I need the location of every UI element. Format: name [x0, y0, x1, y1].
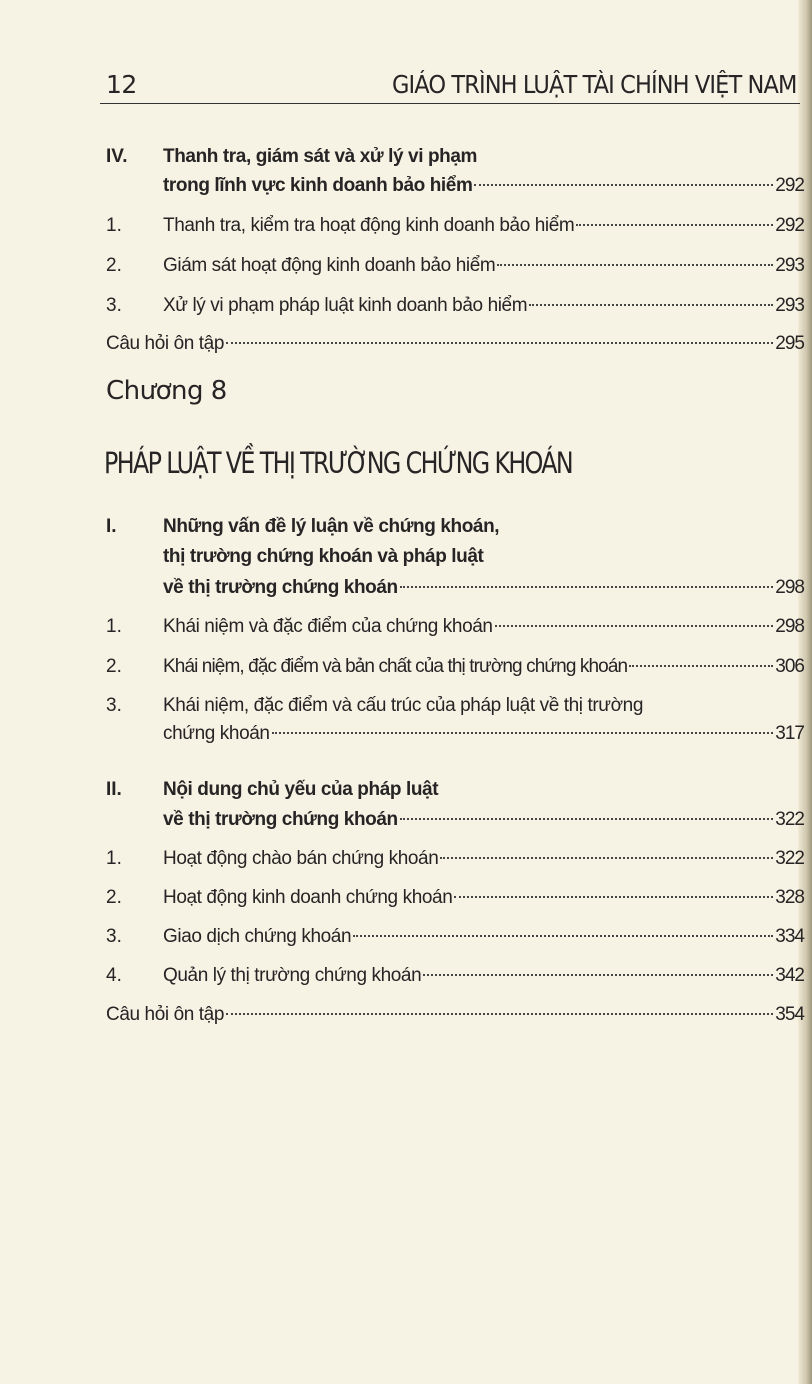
toc-number: 1.: [106, 616, 122, 637]
dot-leader: [400, 818, 774, 820]
toc-number: 4.: [106, 965, 122, 986]
toc-text: Giao dịch chứng khoán: [163, 926, 352, 947]
toc-page: 295: [775, 333, 804, 354]
toc-text: thị trường chứng khoán và pháp luật: [163, 546, 484, 567]
toc-page: 334: [775, 926, 804, 947]
dot-leader: [454, 896, 773, 898]
toc-item: [106, 883, 804, 913]
running-header-title: GIÁO TRÌNH LUẬT TÀI CHÍNH VIỆT NAM: [391, 70, 796, 99]
toc-text: Thanh tra, giám sát và xử lý vi phạm: [163, 146, 478, 167]
toc-page: 298: [775, 616, 804, 637]
toc-number: 2.: [106, 887, 122, 908]
toc-number: 1.: [106, 848, 122, 869]
dot-leader: [629, 665, 773, 667]
toc-item: [106, 291, 804, 321]
toc-page: 298: [775, 577, 804, 598]
toc-number: 2.: [106, 255, 122, 276]
toc-text: về thị trường chứng khoán: [163, 577, 398, 598]
toc-text: Hoạt động kinh doanh chứng khoán: [163, 887, 453, 908]
dot-leader: [440, 857, 773, 859]
toc-number: 2.: [106, 656, 122, 677]
toc-text: Câu hỏi ôn tập: [106, 333, 224, 354]
toc-section-iv: [106, 142, 804, 172]
toc-page: 354: [775, 1004, 804, 1025]
toc-item: [106, 961, 804, 991]
toc-text: Khái niệm và đặc điểm của chứng khoán: [163, 616, 493, 637]
toc-number: 3.: [106, 295, 122, 316]
toc-page: 292: [775, 215, 804, 236]
toc-text: Giám sát hoạt động kinh doanh bảo hiểm: [163, 255, 496, 276]
toc-item: [106, 652, 804, 682]
toc-number: IV.: [106, 146, 128, 167]
toc-review: [106, 1000, 804, 1030]
toc-page: 306: [775, 656, 804, 677]
chapter-label: Chương 8: [106, 376, 227, 406]
toc-section-iv-cont: [106, 171, 804, 201]
dot-leader: [423, 974, 773, 976]
page-number: 12: [106, 70, 137, 99]
toc-item: [106, 844, 804, 874]
toc-item: [106, 922, 804, 952]
toc-text: Khái niệm, đặc điểm và bản chất của thị trường chứng khoán: [163, 656, 628, 677]
toc-page: 292: [775, 175, 804, 196]
toc-page: 293: [775, 295, 804, 316]
toc-number: 3.: [106, 926, 122, 947]
toc-page: 328: [775, 887, 804, 908]
toc-text: Những vấn đề lý luận về chứng khoán,: [163, 516, 500, 537]
toc-section-ii: [106, 775, 804, 805]
toc-text: Xử lý vi phạm pháp luật kinh doanh bảo hiểm: [163, 295, 528, 316]
dot-leader: [497, 264, 773, 266]
toc-text: trong lĩnh vực kinh doanh bảo hiểm: [163, 175, 473, 196]
toc-text: Nội dung chủ yếu của pháp luật: [163, 779, 439, 800]
toc-section-i-cont: [106, 542, 804, 572]
toc-page: 342: [775, 965, 804, 986]
toc-item: [106, 251, 804, 281]
dot-leader: [576, 224, 773, 226]
toc-item-cont: [106, 719, 804, 749]
toc-review: [106, 329, 804, 359]
header-rule: [100, 103, 800, 104]
toc-number: 1.: [106, 215, 122, 236]
toc-number: 3.: [106, 695, 122, 716]
toc-number: II.: [106, 779, 122, 800]
toc-text: Hoạt động chào bán chứng khoán: [163, 848, 439, 869]
toc-text: Thanh tra, kiểm tra hoạt động kinh doanh bảo hiểm: [163, 215, 575, 236]
dot-leader: [400, 586, 774, 588]
toc-section-i-cont: [106, 573, 804, 603]
chapter-title: PHÁP LUẬT VỀ THỊ TRƯỜNG CHỨNG KHOÁN: [104, 446, 573, 480]
toc-page: 322: [775, 809, 804, 830]
dot-leader: [226, 342, 773, 344]
toc-section-i: [106, 512, 804, 542]
toc-item: [106, 612, 804, 642]
toc-number: I.: [106, 516, 117, 537]
dot-leader: [226, 1013, 773, 1015]
toc-item: [106, 691, 804, 721]
dot-leader: [474, 184, 773, 186]
toc-page: 322: [775, 848, 804, 869]
toc-text: Khái niệm, đặc điểm và cấu trúc của pháp luật về thị trường: [163, 695, 644, 716]
toc-item: [106, 211, 804, 241]
toc-text: về thị trường chứng khoán: [163, 809, 398, 830]
dot-leader: [529, 304, 773, 306]
toc-text: chứng khoán: [163, 723, 270, 744]
toc-text: Quản lý thị trường chứng khoán: [163, 965, 422, 986]
dot-leader: [495, 625, 774, 627]
toc-page: 293: [775, 255, 804, 276]
dot-leader: [353, 935, 773, 937]
dot-leader: [272, 732, 774, 734]
toc-text: Câu hỏi ôn tập: [106, 1004, 224, 1025]
toc-section-ii-cont: [106, 805, 804, 835]
toc-page: 317: [775, 723, 804, 744]
